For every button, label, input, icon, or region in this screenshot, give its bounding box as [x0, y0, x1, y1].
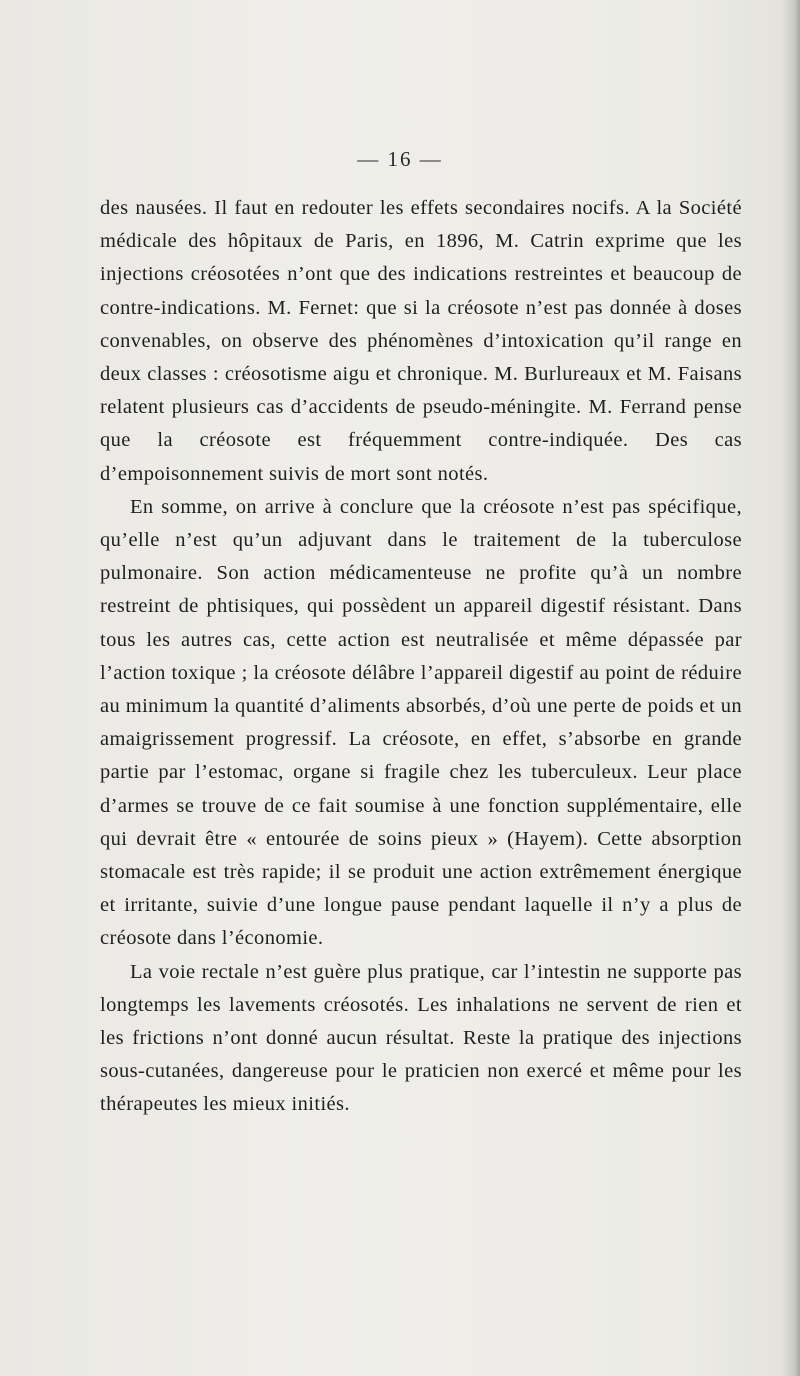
paragraph-2: En somme, on arrive à conclure que la créosote n’est pas spécifique, qu’elle n’est qu’un adjuvant dans le traitement de la tuberculose pulmonaire. Son action médicamenteuse ne profite qu’à un nombre restreint de phtisiques, qui possèdent un appareil digestif résistant. Dans tous les autres cas, cette action est neutralisée et même dépassée par l’action toxique ; la créosote délâbre l’appareil digestif au point de réduire au minimum la quantité d’aliments absorbés, d’où une perte de poids et un amaigrissement progressif. La créosote, en effet, s’absorbe en grande partie par l’estomac, organe si fragile chez les tuberculeux. Leur place d’armes se trouve de ce fait soumise à une fonction supplémentaire, elle qui devrait être « entourée de soins pieux » (Hayem). Cette absorption stomacale est très rapide; il se produit une action extrêmement énergique et irritante, suivie d’une longue pause pendant laquelle il n’y a plus de créosote dans l’économie. — [100, 495, 742, 950]
page-edge-shadow — [782, 0, 800, 1376]
body-text — [100, 192, 742, 1122]
paragraph-1: des nausées. Il faut en redouter les effets secondaires nocifs. A la Société médicale des hôpitaux de Paris, en 1896, M. Catrin exprime que les injections créosotées n’ont que des indications restreintes et beaucoup de contre-indications. M. Fernet: que si la créosote n’est pas donnée à doses convenables, on observe des phénomènes d’intoxication qu’il range en deux classes : créosotisme aigu et chronique. M. Burlureaux et M. Faisans relatent plusieurs cas d’accidents de pseudo-méningite. M. Ferrand pense que la créosote est fréquemment contre-indiquée. Des cas d’empoisonnement suivis de mort sont notés. — [100, 197, 742, 485]
page-number: — 16 — — [357, 147, 443, 171]
paragraph-3: La voie rectale n’est guère plus pratique, car l’intestin ne supporte pas longtemps les lavements créosotés. Les inhalations ne servent de rien et les frictions n’ont donné aucun résultat. Reste la pratique des injections sous-cutanées, dangereuse pour le praticien non exercé et même pour les thérapeutes les mieux initiés. — [100, 960, 742, 1116]
